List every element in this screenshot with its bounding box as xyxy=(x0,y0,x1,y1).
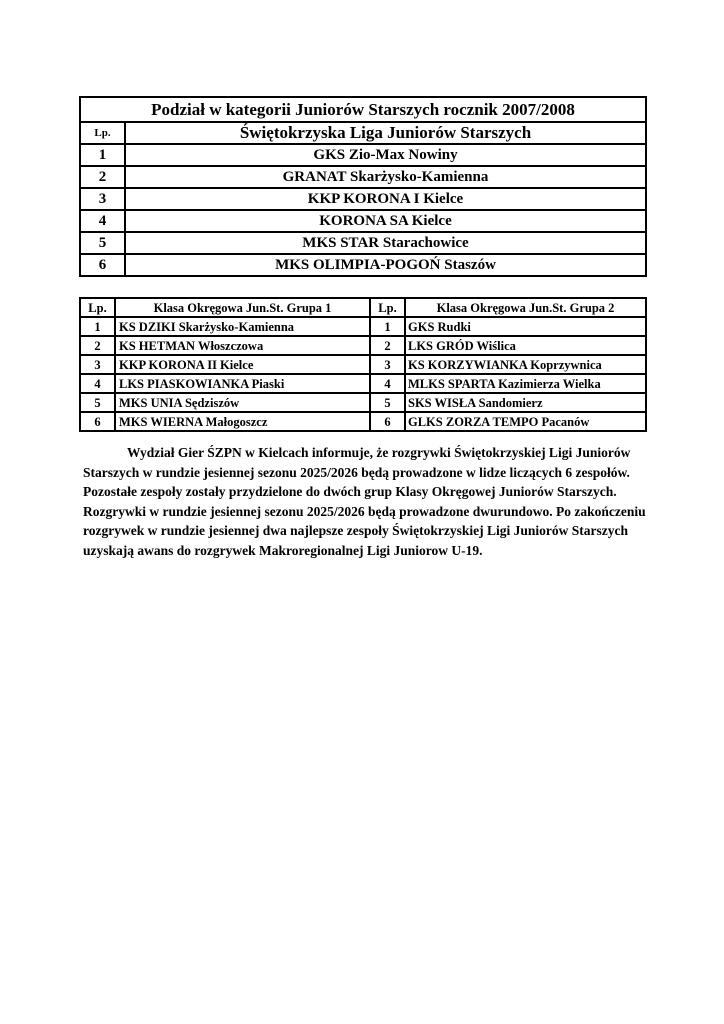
group2-team-name: MLKS SPARTA Kazimierza Wielka xyxy=(405,374,646,393)
league-table xyxy=(79,96,647,277)
team-number: 3 xyxy=(80,188,125,210)
team-number: 4 xyxy=(80,210,125,232)
table-row xyxy=(80,166,646,188)
team-name: GRANAT Skarżysko-Kamienna xyxy=(125,166,646,188)
group2-team-number: 6 xyxy=(370,412,405,431)
team-name: MKS OLIMPIA-POGOŃ Staszów xyxy=(125,254,646,276)
lp-header: Lp. xyxy=(370,298,405,317)
table-row xyxy=(80,254,646,276)
table-row xyxy=(80,144,646,166)
team-name: MKS STAR Starachowice xyxy=(125,232,646,254)
group1-team-number: 3 xyxy=(80,355,115,374)
group1-team-name: LKS PIASKOWIANKA Piaski xyxy=(115,374,370,393)
lp-header: Lp. xyxy=(80,122,125,144)
group1-team-name: KS HETMAN Włoszczowa xyxy=(115,336,370,355)
group2-team-name: KS KORZYWIANKA Koprzywnica xyxy=(405,355,646,374)
team-number: 2 xyxy=(80,166,125,188)
table-row xyxy=(80,210,646,232)
table-row xyxy=(80,412,646,431)
group1-team-name: MKS WIERNA Małogoszcz xyxy=(115,412,370,431)
table-row xyxy=(80,336,646,355)
group2-team-number: 2 xyxy=(370,336,405,355)
group1-team-number: 6 xyxy=(80,412,115,431)
team-name: KORONA SA Kielce xyxy=(125,210,646,232)
groups-header-row xyxy=(80,298,646,317)
table-row xyxy=(80,374,646,393)
lp-header: Lp. xyxy=(80,298,115,317)
league-header-row xyxy=(80,122,646,144)
groups-table xyxy=(79,297,647,432)
league-table-title-row xyxy=(80,97,646,122)
group2-team-number: 1 xyxy=(370,317,405,336)
info-paragraph: Wydział Gier ŚZPN w Kielcach informuje, że rozgrywki Świętokrzyskiej Ligi Juniorów Starszych w rundzie jesiennej sezonu 2025/2026 będą prowadzone w lidze liczących 6 zespołów. Pozostałe zespoły zostały przydzielone do dwóch grup Klasy Okręgowej Juniorów Starszych. Rozgrywki w rundzie jesiennej sezonu 2025/2026 będą prowadzone dwurundowo. Po zakończeniu rozgrywek w rundzie jesiennej dwa najlepsze zespoły Świętokrzyskiej Ligi Juniorów Starszych uzyskają awans do rozgrywek Makroregionalnej Ligi Juniorow U-19. xyxy=(83,445,646,558)
team-name: KKP KORONA I Kielce xyxy=(125,188,646,210)
group2-team-name: GKS Rudki xyxy=(405,317,646,336)
group2-team-name: SKS WISŁA Sandomierz xyxy=(405,393,646,412)
table-row xyxy=(80,317,646,336)
league-name: Świętokrzyska Liga Juniorów Starszych xyxy=(125,122,646,144)
team-number: 5 xyxy=(80,232,125,254)
team-number: 1 xyxy=(80,144,125,166)
team-name: GKS Zio-Max Nowiny xyxy=(125,144,646,166)
category-title: Podział w kategorii Juniorów Starszych rocznik 2007/2008 xyxy=(80,97,646,122)
table-row xyxy=(80,393,646,412)
group1-team-number: 1 xyxy=(80,317,115,336)
group1-team-number: 5 xyxy=(80,393,115,412)
table-row xyxy=(80,355,646,374)
group2-team-name: LKS GRÓD Wiślica xyxy=(405,336,646,355)
group1-team-name: MKS UNIA Sędziszów xyxy=(115,393,370,412)
group1-team-number: 2 xyxy=(80,336,115,355)
table-row xyxy=(80,188,646,210)
group2-team-number: 3 xyxy=(370,355,405,374)
team-number: 6 xyxy=(80,254,125,276)
table-row xyxy=(80,232,646,254)
group1-team-name: KKP KORONA II Kielce xyxy=(115,355,370,374)
group1-team-name: KS DZIKI Skarżysko-Kamienna xyxy=(115,317,370,336)
group1-header: Klasa Okręgowa Jun.St. Grupa 1 xyxy=(115,298,370,317)
group2-team-number: 5 xyxy=(370,393,405,412)
group1-team-number: 4 xyxy=(80,374,115,393)
group2-header: Klasa Okręgowa Jun.St. Grupa 2 xyxy=(405,298,646,317)
group2-team-name: GLKS ZORZA TEMPO Pacanów xyxy=(405,412,646,431)
group2-team-number: 4 xyxy=(370,374,405,393)
